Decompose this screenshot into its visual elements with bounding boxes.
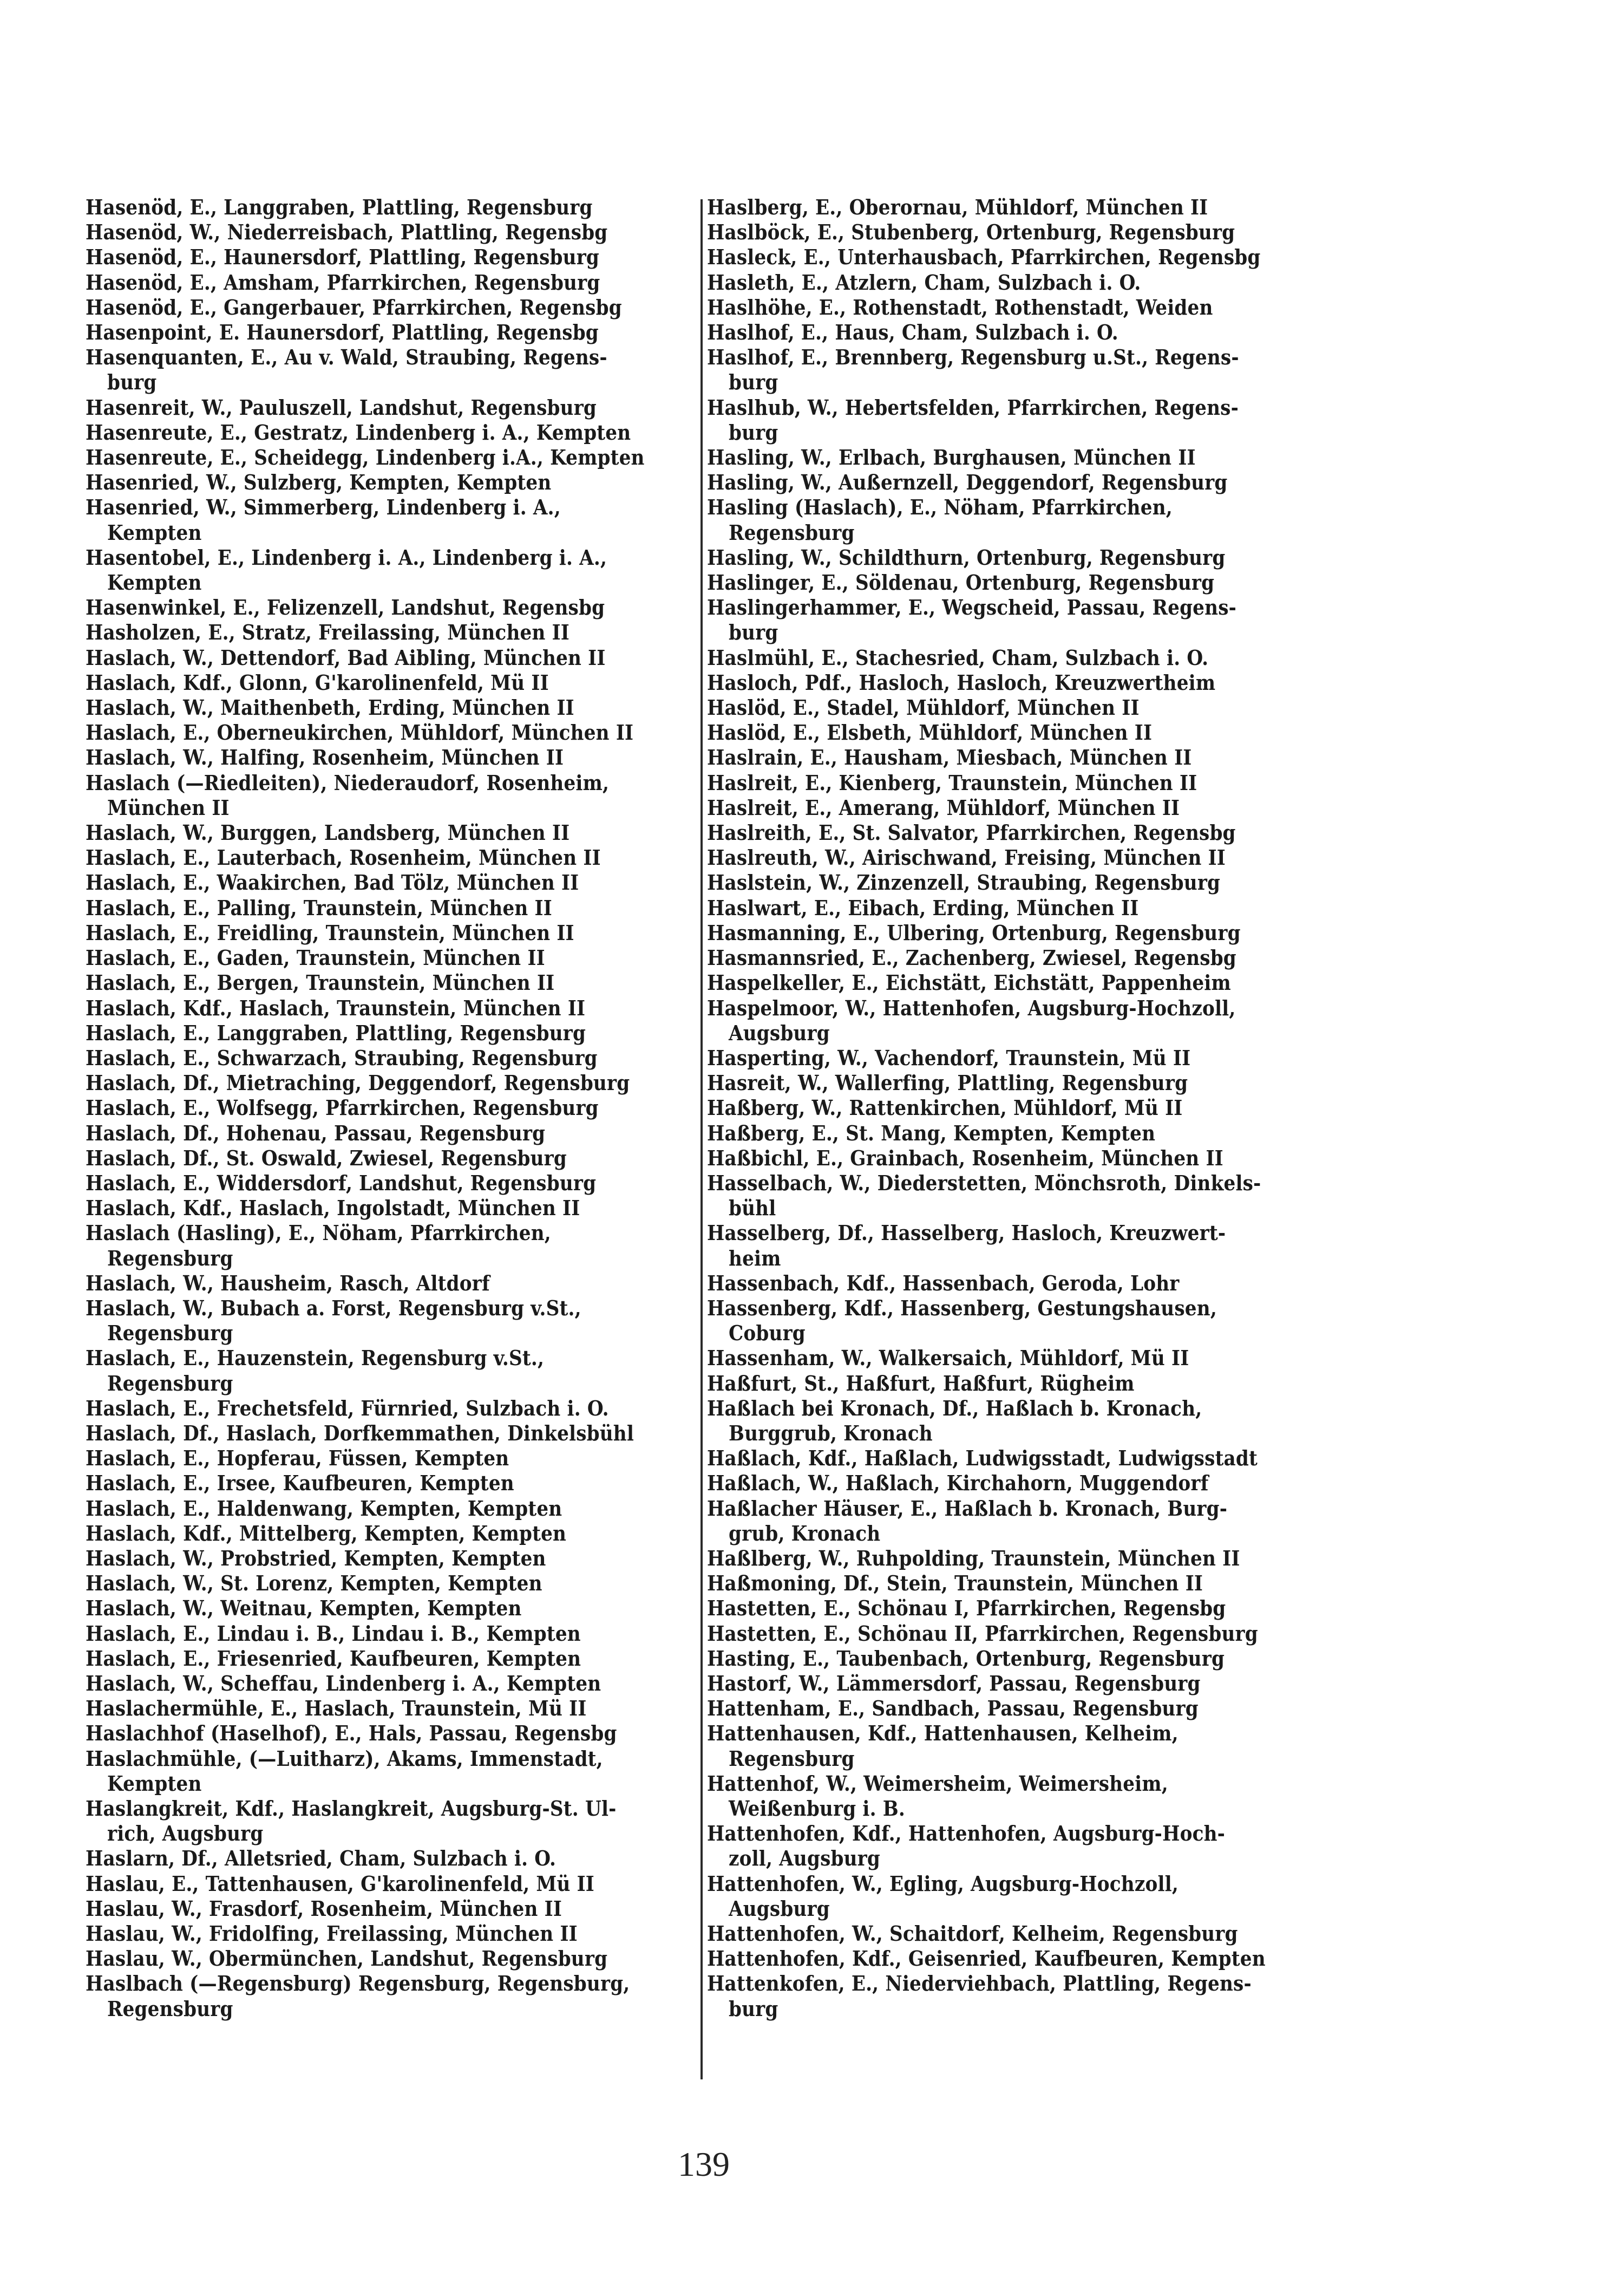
entry-line: Hasentobel, E., Lindenberg i. A., Lindenberg i. A.,: [86, 545, 607, 570]
gazetteer-entry: Hasenwinkel, E., Felizenzell, Landshut, Regensbg: [86, 595, 605, 620]
entry-line: Haslbach (—Regensburg) Regensburg, Regensburg,: [86, 1971, 630, 1996]
entry-line: Hasenried, W., Simmerberg, Lindenberg i. A.,: [86, 495, 561, 520]
gazetteer-entry: Haslöd, E., Stadel, Mühldorf, München II: [707, 695, 1140, 720]
gazetteer-entry: Hasperting, W., Vachendorf, Traunstein, Mü II: [707, 1045, 1191, 1070]
entry-line: Hattenhofen, Kdf., Hattenhofen, Augsburg-Hoch-: [707, 1821, 1226, 1846]
entry-continuation-line: Regensburg: [729, 520, 855, 545]
page-number: 139: [678, 2145, 730, 2183]
gazetteer-entry: [86, 1971, 692, 2021]
gazetteer-entry: [707, 1871, 1346, 1921]
gazetteer-entry: Hasholzen, E., Stratz, Freilassing, München II: [86, 620, 569, 645]
gazetteer-entry: Haslachermühle, E., Haslach, Traunstein, Mü II: [86, 1696, 587, 1721]
gazetteer-entry: [86, 771, 692, 820]
gazetteer-entry: Haslberg, E., Oberornau, Mühldorf, München II: [707, 195, 1208, 219]
gazetteer-entry: Hasenreute, E., Gestratz, Lindenberg i. A., Kempten: [86, 420, 631, 445]
left-column: [86, 195, 692, 2021]
gazetteer-entry: Haslau, E., Tattenhausen, G'karolinenfeld, Mü II: [86, 1871, 594, 1896]
gazetteer-entry: Haßmoning, Df., Stein, Traunstein, München II: [707, 1571, 1203, 1596]
margin-pencil-marks: [32, 162, 81, 1895]
entry-line: Haslangkreit, Kdf., Haslangkreit, Augsburg-St. Ul-: [86, 1796, 617, 1821]
entry-continuation-line: grub, Kronach: [729, 1521, 881, 1545]
gazetteer-entry: Hasling, W., Außernzell, Deggendorf, Regensburg: [707, 470, 1228, 495]
gazetteer-entry: Haslreit, E., Kienberg, Traunstein, München II: [707, 770, 1197, 795]
gazetteer-entry: Haslarn, Df., Alletsried, Cham, Sulzbach i. O.: [86, 1846, 557, 1871]
gazetteer-entry: Hasleck, E., Unterhausbach, Pfarrkirchen, Regensbg: [707, 245, 1261, 270]
gazetteer-entry: Haslreith, E., St. Salvator, Pfarrkirchen, Regensbg: [707, 820, 1236, 845]
gazetteer-entry: Hasling, W., Schildthurn, Ortenburg, Regensburg: [707, 545, 1226, 570]
gazetteer-entry: [86, 1746, 692, 1796]
entry-line: Haslachmühle, (—Luitharz), Akams, Immenstadt,: [86, 1746, 603, 1771]
gazetteer-entry: Haßbichl, E., Grainbach, Rosenheim, München II: [707, 1145, 1223, 1170]
entry-continuation-line: bühl: [729, 1196, 776, 1221]
entry-continuation-line: Coburg: [729, 1321, 806, 1346]
entry-continuation-line: Regensburg: [107, 1321, 233, 1346]
gazetteer-entry: Haslach, E., Widdersdorf, Landshut, Regensburg: [86, 1170, 597, 1195]
entry-continuation-line: Kempten: [107, 520, 202, 545]
gazetteer-entry: Hasenreit, W., Pauluszell, Landshut, Regensburg: [86, 395, 597, 420]
gazetteer-entry: Haslach, W., Dettendorf, Bad Aibling, München II: [86, 645, 606, 670]
gazetteer-entry: [707, 1771, 1346, 1821]
gazetteer-entry: Hattenhofen, Kdf., Geisenried, Kaufbeuren, Kempten: [707, 1946, 1266, 1971]
gazetteer-entry: Haslach, E., Freidling, Traunstein, München II: [86, 920, 574, 945]
column-divider: [701, 199, 703, 2079]
gazetteer-entry: Haslach, W., Hausheim, Rasch, Altdorf: [86, 1270, 490, 1295]
gazetteer-entry: Haslachhof (Haselhof), E., Hals, Passau, Regensbg: [86, 1721, 617, 1746]
gazetteer-entry: Haslau, W., Fridolfing, Freilassing, München II: [86, 1921, 578, 1946]
gazetteer-entry: [86, 345, 692, 395]
gazetteer-entry: Haslach, E., Waakirchen, Bad Tölz, München II: [86, 870, 579, 895]
gazetteer-entry: [707, 495, 1346, 545]
gazetteer-entry: [86, 1296, 692, 1346]
entry-line: Hasling (Haslach), E., Nöham, Pfarrkirchen,: [707, 495, 1173, 520]
entry-continuation-line: Kempten: [107, 1771, 202, 1796]
entry-continuation-line: burg: [729, 370, 778, 395]
gazetteer-entry: [707, 1221, 1346, 1270]
gazetteer-entry: Hasloch, Pdf., Hasloch, Hasloch, Kreuzwertheim: [707, 670, 1216, 695]
entry-continuation-line: Regensburg: [107, 1245, 233, 1270]
gazetteer-entry: Haslach, E., Irsee, Kaufbeuren, Kempten: [86, 1471, 514, 1496]
gazetteer-entry: Hasling, W., Erlbach, Burghausen, München II: [707, 445, 1196, 470]
entry-continuation-line: Weißenburg i. B.: [729, 1796, 905, 1821]
entry-line: Haslhub, W., Hebertsfelden, Pfarrkirchen, Regens-: [707, 395, 1239, 420]
gazetteer-entry: Hasleth, E., Atzlern, Cham, Sulzbach i. O.: [707, 270, 1141, 295]
entry-line: Haslach, E., Hauzenstein, Regensburg v.St.,: [86, 1346, 545, 1371]
gazetteer-entry: Haslach, W., Scheffau, Lindenberg i. A., Kempten: [86, 1671, 601, 1695]
gazetteer-entry: Hasreit, W., Wallerfing, Plattling, Regensburg: [707, 1071, 1188, 1095]
entry-line: Haslach (Hasling), E., Nöham, Pfarrkirchen,: [86, 1221, 551, 1245]
gazetteer-entry: Hasting, E., Taubenbach, Ortenburg, Regensburg: [707, 1646, 1225, 1671]
entry-continuation-line: burg: [729, 1996, 778, 2021]
gazetteer-entry: [707, 1821, 1346, 1871]
gazetteer-entry: Haßberg, E., St. Mang, Kempten, Kempten: [707, 1120, 1156, 1145]
gazetteer-entry: Haßberg, W., Rattenkirchen, Mühldorf, Mü II: [707, 1095, 1183, 1120]
gazetteer-entry: Haslach, Df., Haslach, Dorfkemmathen, Dinkelsbühl: [86, 1420, 634, 1445]
gazetteer-entry: Haslöd, E., Elsbeth, Mühldorf, München II: [707, 720, 1153, 745]
gazetteer-entry: Hastorf, W., Lämmersdorf, Passau, Regensburg: [707, 1671, 1201, 1695]
gazetteer-entry: Hasenöd, E., Gangerbauer, Pfarrkirchen, Regensbg: [86, 295, 622, 319]
gazetteer-entry: Haslböck, E., Stubenberg, Ortenburg, Regensburg: [707, 220, 1235, 245]
entry-continuation-line: Burggrub, Kronach: [729, 1420, 933, 1445]
gazetteer-entry: Haslrain, E., Hausham, Miesbach, München II: [707, 745, 1192, 770]
gazetteer-entry: Hastetten, E., Schönau II, Pfarrkirchen, Regensburg: [707, 1621, 1258, 1646]
gazetteer-entry: Hastetten, E., Schönau I, Pfarrkirchen, Regensbg: [707, 1596, 1226, 1621]
entry-continuation-line: Regensburg: [729, 1746, 855, 1771]
gazetteer-entry: Haslach, E., Bergen, Traunstein, München II: [86, 970, 555, 995]
gazetteer-entry: Hasenöd, E., Langgraben, Plattling, Regensburg: [86, 195, 593, 219]
gazetteer-entry: Hasenpoint, E. Haunersdorf, Plattling, Regensbg: [86, 320, 599, 345]
gazetteer-entry: Haslach, E., Haldenwang, Kempten, Kempten: [86, 1496, 562, 1521]
gazetteer-entry: Haslach, E., Frechetsfeld, Fürnried, Sulzbach i. O.: [86, 1395, 609, 1420]
entry-line: Haßlach bei Kronach, Df., Haßlach b. Kronach,: [707, 1395, 1202, 1420]
gazetteer-entry: Haslach, W., Burggen, Landsberg, München II: [86, 820, 570, 845]
gazetteer-entry: Haslach, W., Probstried, Kempten, Kempten: [86, 1545, 546, 1570]
gazetteer-entry: Haslau, W., Obermünchen, Landshut, Regensburg: [86, 1946, 608, 1971]
gazetteer-entry: [707, 345, 1346, 395]
gazetteer-entry: Hattenhofen, W., Schaitdorf, Kelheim, Regensburg: [707, 1921, 1238, 1946]
gazetteer-entry: Haßfurt, St., Haßfurt, Haßfurt, Rügheim: [707, 1371, 1135, 1395]
gazetteer-entry: Haslach, E., Palling, Traunstein, München II: [86, 895, 552, 920]
gazetteer-entry: Haßlach, Kdf., Haßlach, Ludwigsstadt, Ludwigsstadt: [707, 1446, 1258, 1471]
entry-continuation-line: burg: [107, 370, 157, 395]
entry-line: Haslach, W., Bubach a. Forst, Regensburg v.St.,: [86, 1295, 581, 1320]
gazetteer-entry: Haslau, W., Frasdorf, Rosenheim, München II: [86, 1896, 562, 1921]
gazetteer-entry: [707, 595, 1346, 645]
entry-line: Hasselberg, Df., Hasselberg, Hasloch, Kreuzwert-: [707, 1221, 1226, 1245]
gazetteer-entry: Haslach, E., Lindau i. B., Lindau i. B., Kempten: [86, 1621, 581, 1646]
gazetteer-entry: Haslach, W., Maithenbeth, Erding, München II: [86, 695, 574, 720]
gazetteer-entry: [707, 1496, 1346, 1546]
gazetteer-entry: Hattenham, E., Sandbach, Passau, Regensburg: [707, 1696, 1199, 1721]
gazetteer-entry: Hasenöd, W., Niederreisbach, Plattling, Regensbg: [86, 220, 608, 245]
gazetteer-entry: [707, 1171, 1346, 1221]
gazetteer-entry: Hasmannsried, E., Zachenberg, Zwiesel, Regensbg: [707, 945, 1236, 970]
gazetteer-entry: Haslach, E., Hopferau, Füssen, Kempten: [86, 1446, 509, 1471]
gazetteer-entry: [707, 395, 1346, 445]
gazetteer-entry: Haslach, W., Weitnau, Kempten, Kempten: [86, 1596, 522, 1621]
gazetteer-entry: Haslach, Kdf., Mittelberg, Kempten, Kempten: [86, 1521, 567, 1545]
entry-continuation-line: Augsburg: [729, 1896, 830, 1921]
gazetteer-entry: Hassenbach, Kdf., Hassenbach, Geroda, Lohr: [707, 1270, 1180, 1295]
gazetteer-entry: Hasenried, W., Sulzberg, Kempten, Kempten: [86, 470, 552, 495]
entry-line: Hattenhausen, Kdf., Hattenhausen, Kelheim,: [707, 1721, 1179, 1746]
gazetteer-entry: Haslach, E., Langgraben, Plattling, Regensburg: [86, 1020, 586, 1045]
entry-continuation-line: rich, Augsburg: [107, 1821, 264, 1846]
entry-continuation-line: Augsburg: [729, 1020, 830, 1045]
entry-line: Hattenhof, W., Weimersheim, Weimersheim,: [707, 1771, 1168, 1796]
gazetteer-entry: Hassenham, W., Walkersaich, Mühldorf, Mü II: [707, 1346, 1189, 1371]
gazetteer-entry: Haslreit, E., Amerang, Mühldorf, München II: [707, 795, 1180, 820]
entry-line: Haslingerhammer, E., Wegscheid, Passau, Regens-: [707, 595, 1237, 620]
gazetteer-entry: Hasenöd, E., Amsham, Pfarrkirchen, Regensburg: [86, 270, 600, 295]
entry-line: Hattenkofen, E., Niederviehbach, Plattling, Regens-: [707, 1971, 1252, 1996]
gazetteer-entry: Haslach, Df., St. Oswald, Zwiesel, Regensburg: [86, 1145, 567, 1170]
gazetteer-entry: Hasenöd, E., Haunersdorf, Plattling, Regensburg: [86, 245, 600, 270]
gazetteer-entry: [707, 1296, 1346, 1346]
right-column: [707, 195, 1346, 2021]
gazetteer-entry: Haslreuth, W., Airischwand, Freising, München II: [707, 845, 1226, 870]
entry-line: Haßlacher Häuser, E., Haßlach b. Kronach, Burg-: [707, 1496, 1228, 1521]
entry-continuation-line: zoll, Augsburg: [729, 1846, 880, 1871]
entry-line: Hattenhofen, W., Egling, Augsburg-Hochzoll,: [707, 1871, 1179, 1896]
entry-continuation-line: Regensburg: [107, 1996, 233, 2021]
gazetteer-entry: Haßlach, W., Haßlach, Kirchahorn, Muggendorf: [707, 1471, 1209, 1496]
gazetteer-entry: Haslach, Kdf., Haslach, Traunstein, München II: [86, 995, 586, 1020]
gazetteer-entry: [86, 1221, 692, 1270]
gazetteer-entry: Haspelkeller, E., Eichstätt, Eichstätt, Pappenheim: [707, 970, 1231, 995]
gazetteer-entry: Haslach, Df., Mietraching, Deggendorf, Regensburg: [86, 1071, 630, 1095]
entry-continuation-line: burg: [729, 420, 778, 445]
gazetteer-entry: Haslach, W., Halfing, Rosenheim, München II: [86, 745, 564, 770]
gazetteer-entry: Haslwart, E., Eibach, Erding, München II: [707, 895, 1139, 920]
entry-line: Haspelmoor, W., Hattenhofen, Augsburg-Hochzoll,: [707, 995, 1236, 1020]
entry-continuation-line: München II: [107, 795, 230, 820]
gazetteer-entry: [86, 1346, 692, 1395]
gazetteer-entry: [86, 545, 692, 595]
gazetteer-entry: [707, 1396, 1346, 1446]
gazetteer-entry: Haslinger, E., Söldenau, Ortenburg, Regensburg: [707, 570, 1215, 595]
gazetteer-entry: Haslach, E., Oberneukirchen, Mühldorf, München II: [86, 720, 634, 745]
entry-continuation-line: Regensburg: [107, 1371, 233, 1395]
gazetteer-entry: Haslhöhe, E., Rothenstadt, Rothenstadt, Weiden: [707, 295, 1213, 319]
gazetteer-entry: Haslach, E., Lauterbach, Rosenheim, München II: [86, 845, 601, 870]
gazetteer-entry: [707, 1721, 1346, 1771]
gazetteer-entry: Haslstein, W., Zinzenzell, Straubing, Regensburg: [707, 870, 1221, 895]
gazetteer-entry: Haslach, W., St. Lorenz, Kempten, Kempten: [86, 1571, 542, 1596]
gazetteer-entry: Hasmanning, E., Ulbering, Ortenburg, Regensburg: [707, 920, 1241, 945]
entry-line: Hasenquanten, E., Au v. Wald, Straubing, Regens-: [86, 345, 607, 370]
entry-line: Haslach (—Riedleiten), Niederaudorf, Rosenheim,: [86, 770, 610, 795]
gazetteer-entry: Haslach, E., Wolfsegg, Pfarrkirchen, Regensburg: [86, 1095, 599, 1120]
gazetteer-entry: Haslach, E., Gaden, Traunstein, München II: [86, 945, 545, 970]
gazetteer-entry: [86, 495, 692, 545]
entry-line: Hasselbach, W., Diederstetten, Mönchsroth, Dinkels-: [707, 1170, 1261, 1195]
entry-continuation-line: heim: [729, 1245, 781, 1270]
gazetteer-entry: [707, 996, 1346, 1046]
entry-line: Hassenberg, Kdf., Hassenberg, Gestungshausen,: [707, 1295, 1217, 1320]
gazetteer-entry: Haslach, Kdf., Haslach, Ingolstadt, München II: [86, 1196, 580, 1221]
gazetteer-entry: Haslach, E., Schwarzach, Straubing, Regensburg: [86, 1045, 598, 1070]
entry-continuation-line: Kempten: [107, 570, 202, 595]
gazetteer-entry: Haslach, Df., Hohenau, Passau, Regensburg: [86, 1120, 546, 1145]
gazetteer-entry: [86, 1796, 692, 1846]
gazetteer-entry: Haslmühl, E., Stachesried, Cham, Sulzbach i. O.: [707, 645, 1209, 670]
entry-continuation-line: burg: [729, 620, 778, 645]
gazetteer-entry: [707, 1971, 1346, 2021]
gazetteer-entry: Haslach, E., Friesenried, Kaufbeuren, Kempten: [86, 1646, 581, 1671]
gazetteer-entry: Haslhof, E., Haus, Cham, Sulzbach i. O.: [707, 320, 1118, 345]
entry-line: Haslhof, E., Brennberg, Regensburg u.St., Regens-: [707, 345, 1239, 370]
gazetteer-entry: Haßlberg, W., Ruhpolding, Traunstein, München II: [707, 1545, 1240, 1570]
gazetteer-entry: Haslach, Kdf., Glonn, G'karolinenfeld, Mü II: [86, 670, 549, 695]
gazetteer-entry: Hasenreute, E., Scheidegg, Lindenberg i.A., Kempten: [86, 445, 645, 470]
